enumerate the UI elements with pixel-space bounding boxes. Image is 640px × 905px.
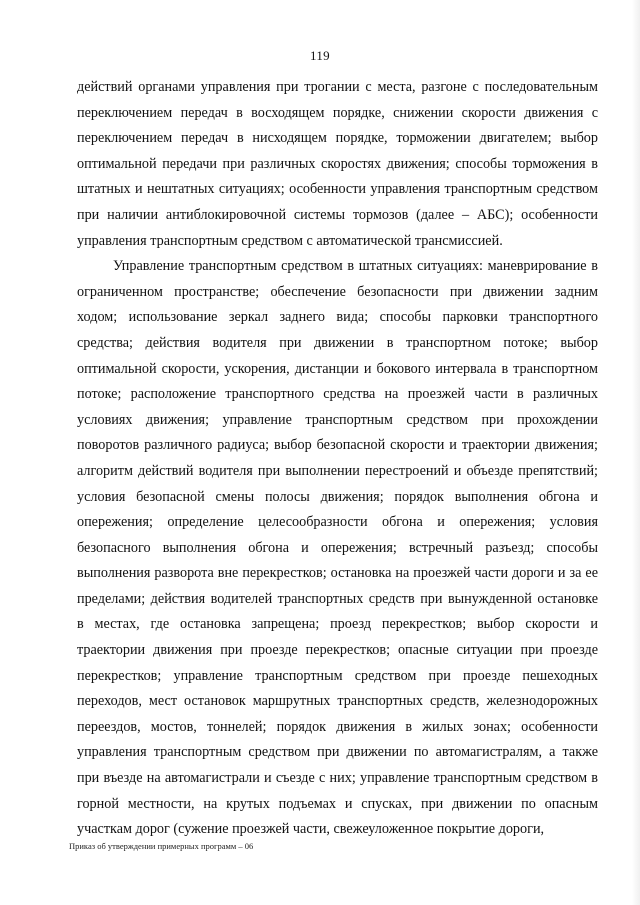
text-line: оптимальной передачи при различных скоростях движения; способы торможения в [77, 155, 598, 172]
page-number: 119 [310, 48, 330, 63]
text-line: оптимальной скорости, ускорения, дистанции и бокового интервала в транспортном [77, 360, 598, 377]
text-line: переключением передач в нисходящем порядке, торможении двигателем; выбор [77, 130, 598, 147]
text-line: Управление транспортным средством в штатных ситуациях: маневрирование в [113, 258, 598, 275]
text-line: при въезде на автомагистрали и съезде с них; управление транспортным средством в [77, 770, 598, 787]
text-line: штатных и нештатных ситуациях; особенности управления транспортным средством [77, 181, 598, 198]
text-line: при наличии антиблокировочной системы тормозов (далее – АБС); особенности [77, 206, 598, 223]
text-line: траектории движения при проезде перекрестков; опасные ситуации при проезде [77, 642, 598, 659]
text-line: перекрестков; управление транспортным средством при проезде пешеходных [77, 667, 598, 684]
paragraph-2 [77, 254, 598, 843]
text-line: поворотов различного радиуса; выбор безопасной скорости и траектории движения; [77, 437, 598, 454]
body-text [77, 75, 598, 843]
text-line: переездов, мостов, тоннелей; порядок движения в жилых зонах; особенности [77, 718, 598, 735]
text-line: в местах, где остановка запрещена; проезд перекрестков; выбор скорости и [77, 616, 598, 633]
text-line: условия безопасной смены полосы движения; порядок выполнения обгона и [77, 488, 598, 505]
text-line: средства; действия водителя при движении в транспортном потоке; выбор [77, 334, 598, 351]
text-line: пределами; действия водителей транспортных средств при вынужденной остановке [77, 590, 598, 607]
text-line: ограниченном пространстве; обеспечение безопасности при движении задним [77, 283, 598, 300]
text-line: переключением передач в восходящем порядке, снижении скорости движения с [77, 104, 598, 121]
text-line: условиях движения; управление транспортным средством при прохождении [77, 411, 598, 428]
text-line: ходом; использование зеркал заднего вида; способы парковки транспортного [77, 309, 598, 326]
footer-note: Приказ об утверждении примерных программ – 06 [69, 841, 254, 851]
text-line: безопасного выполнения обгона и опережения; встречный разъезд; способы [77, 539, 598, 556]
text-line: участкам дорог (сужение проезжей части, свежеуложенное покрытие дороги, [77, 821, 545, 838]
text-line: алгоритм действий водителя при выполнении перестроений и объезде препятствий; [77, 462, 598, 479]
text-line: горной местности, на крутых подъемах и спусках, при движении по опасным [77, 795, 598, 812]
text-line: выполнения разворота вне перекрестков; остановка на проезжей части дороги и за ее [77, 565, 598, 582]
text-line: переходов, мест остановок маршрутных транспортных средств, железнодорожных [77, 693, 598, 710]
paragraph-1 [77, 75, 598, 254]
text-line: управления транспортным средством при движении по автомагистралям, а также [77, 744, 598, 761]
text-line: потоке; расположение транспортного средства на проезжей части в различных [77, 386, 598, 403]
scan-edge-shadow [632, 0, 640, 905]
text-line: управления транспортным средством с автоматической трансмиссией. [77, 232, 503, 249]
text-line: опережения; определение целесообразности обгона и опережения; условия [77, 514, 598, 531]
text-line: действий органами управления при трогании с места, разгоне с последовательным [77, 79, 598, 95]
